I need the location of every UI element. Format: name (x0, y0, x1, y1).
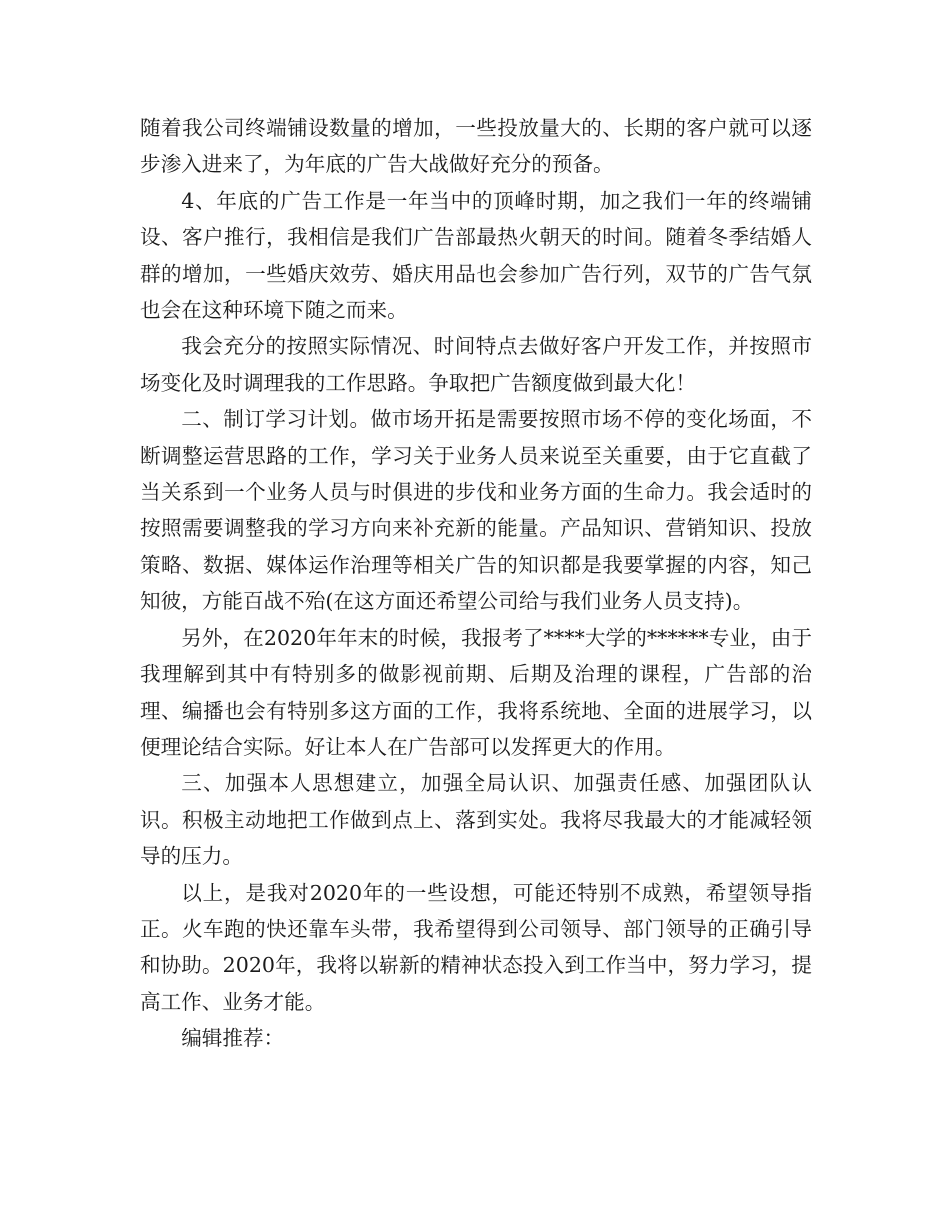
paragraph-item-4: 4、年底的广告工作是一年当中的顶峰时期，加之我们一年的终端铺设、客户推行，我相信是我们广告部最热火朝天的时间。随着冬季结婚人群的增加，一些婚庆效劳、婚庆用品也会参加广告行列，双节的广告气氛也会在这种环境下随之而来。 (140, 188, 812, 323)
paragraph-continuation: 随着我公司终端铺设数量的增加，一些投放量大的、长期的客户就可以逐步渗入进来了，为年底的广告大战做好充分的预备。 (140, 116, 812, 177)
paragraph-study-plan: 二、制订学习计划。做市场开拓是需要按照市场不停的变化场面，不断调整运营思路的工作，学习关于业务人员来说至关重要，由于它直截了当关系到一个业务人员与时俱进的步伐和业务方面的生命力。我会适时的按照需要调整我的学习方向来补充新的能量。产品知识、营销知识、投放策略、数据、媒体运作治理等相关广告的知识都是我要掌握的内容，知己知彼，方能百战不殆(在这方面还希望公司给与我们业务人员支持)。 (140, 407, 812, 614)
paragraph-exam-enrollment: 另外，在2020年年末的时候，我报考了****大学的******专业，由于我理解到其中有特别多的做影视前期、后期及治理的课程，广告部的治理、编播也会有特别多这方面的工作，我将系统地、全面的进展学习，以便理论结合实际。好让本人在广告部可以发挥更大的作用。 (140, 625, 812, 759)
paragraph-client-development: 我会充分的按照实际情况、时间特点去做好客户开发工作，并按照市场变化及时调理我的工作思路。争取把广告额度做到最大化！ (140, 334, 812, 395)
document-body (140, 110, 812, 1057)
editor-recommendation-label: 编辑推荐： (181, 1026, 285, 1051)
paragraph-conclusion: 以上，是我对2020年的一些设想，可能还特别不成熟，希望领导指正。火车跑的快还靠车头带，我希望得到公司领导、部门领导的正确引导和协助。2020年，我将以崭新的精神状态投入到工作当中，努力学习，提高工作、业务才能。 (140, 880, 813, 1014)
paragraph-self-improvement: 三、加强本人思想建立，加强全局认识、加强责任感、加强团队认识。积极主动地把工作做到点上、落到实处。我将尽我最大的才能减轻领导的压力。 (140, 771, 812, 869)
